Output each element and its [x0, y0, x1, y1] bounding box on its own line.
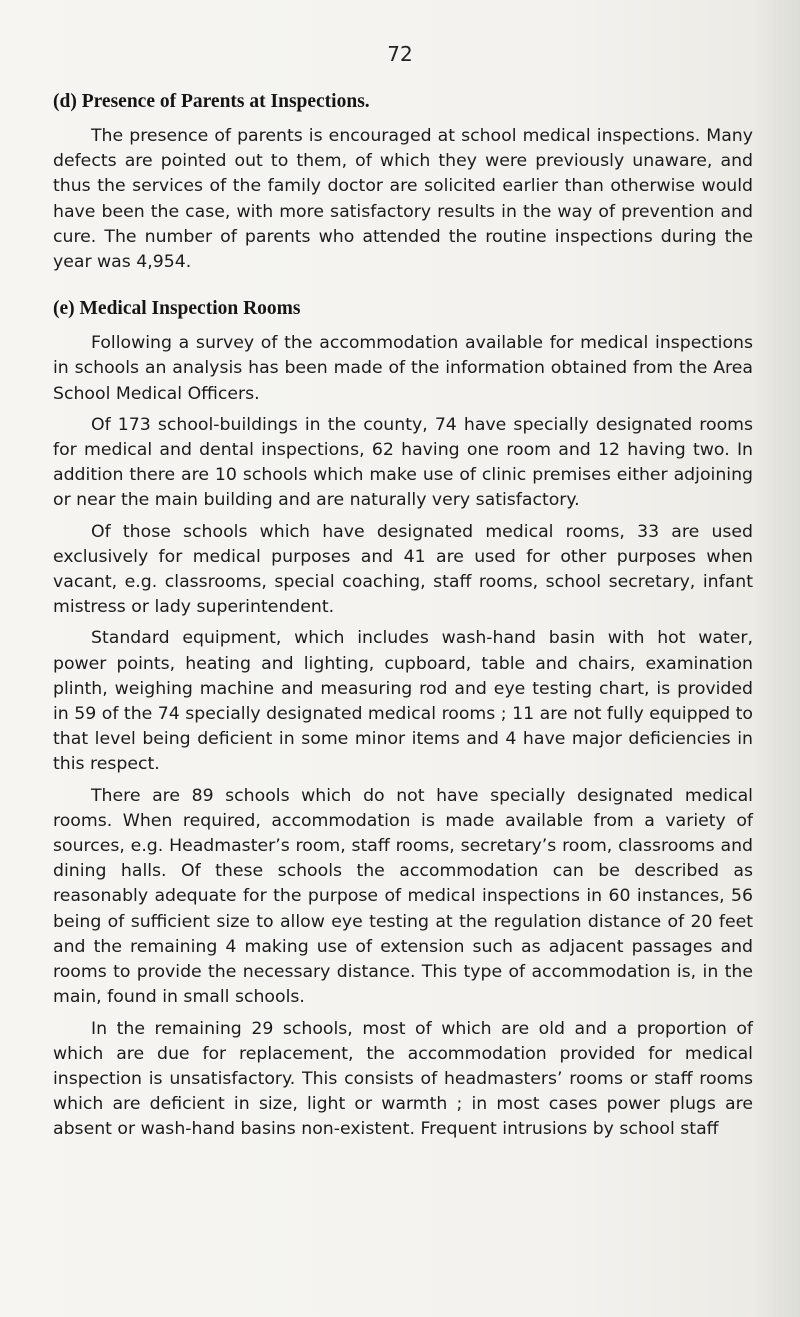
paragraph: Of those schools which have designated medical rooms, 33 are used exclusively for medical purposes and 41 are used for other purposes when vacant, e.g. classrooms, special coaching, staff rooms, school secretary, infant mistress or lady superintendent.: [53, 521, 753, 618]
paragraph: Of 173 school-buildings in the county, 74 have specially designated rooms for medical and dental inspections, 62 having one room and 12 having two. In addition there are 10 schools which make use of clinic premises either adjoining or near the main building and are naturally very satisfactory.: [53, 414, 753, 511]
section-heading-inspection-rooms: (e) Medical Inspection Rooms: [53, 298, 301, 320]
section-heading-parents-presence: (d) Presence of Parents at Inspections.: [53, 91, 370, 112]
paragraph: Following a survey of the accommodation available for medical inspections in schools an analysis has been made of the information obtained from the Area School Medical Officers.: [53, 333, 753, 404]
page-number: 72: [387, 42, 413, 66]
paragraph: The presence of parents is encouraged at school medical inspections. Many defects are pointed out to them, of which they were previously unaware, and thus the services of the family doctor are solicited earlier than otherwise would have been the case, with more satisfactory results in the way of prevention and cure. The number of parents who attended the routine inspections during the year was 4,954.: [53, 126, 753, 273]
paragraph: In the remaining 29 schools, most of which are old and a proportion of which are due for replacement, the accommodation provided for medical inspection is unsatisfactory. This consists of headmasters’ rooms or staff rooms which are deficient in size, light or warmth ; in most cases power plugs are absent or wash-hand basins non-existent. Frequent intrusions by school staff: [53, 1018, 753, 1140]
paragraph: Standard equipment, which includes wash-hand basin with hot water, power points, heating and lighting, cupboard, table and chairs, examination plinth, weighing machine and measuring rod and eye testing chart, is provided in 59 of the 74 specially designated medical rooms ; 11 are not fully equipped to that level being deficient in some minor items and 4 have major deficiencies in this respect.: [53, 628, 753, 775]
page-content: [53, 90, 753, 1149]
paragraph: There are 89 schools which do not have specially designated medical rooms. When required, accommodation is made available from a variety of sources, e.g. Headmaster’s room, staff rooms, secretary’s room, classrooms and dining halls. Of these schools the accommodation can be described as reasonably adequate for the purpose of medical inspections in 60 instances, 56 being of sufficient size to allow eye testing at the regulation distance of 20 feet and the remaining 4 making use of extension such as adjacent passages and rooms to provide the necessary distance. This type of accommodation is, in the main, found in small schools.: [53, 785, 753, 1008]
